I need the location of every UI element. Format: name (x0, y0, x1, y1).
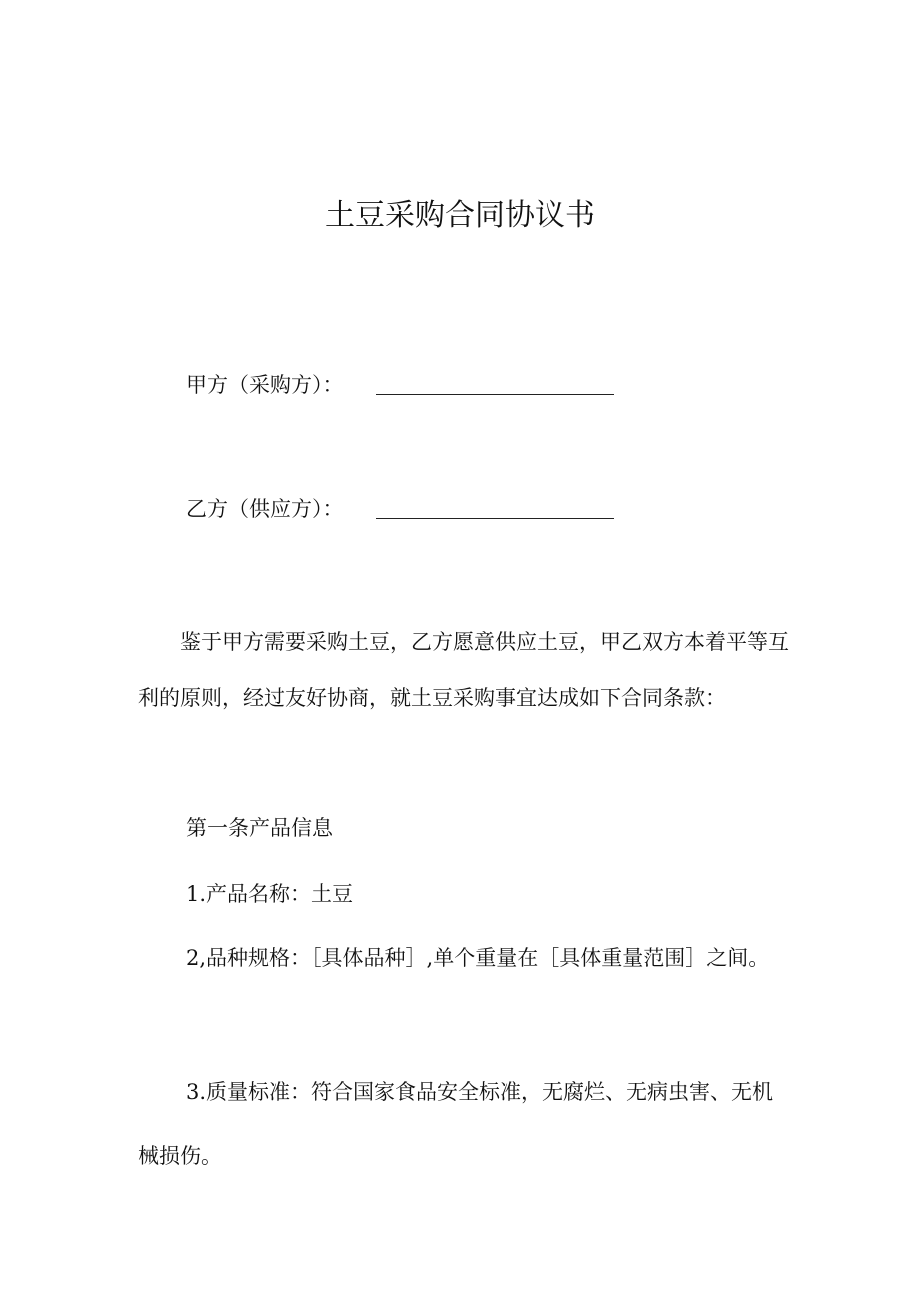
clause-variety-spec: 2,品种规格：［具体品种］,单个重量在［具体重量范围］之间。 (186, 946, 770, 970)
party-b-label: 乙方（供应方）： (186, 497, 344, 521)
party-a-blank-line (376, 374, 614, 395)
article-1-heading: 第一条产品信息 (186, 816, 333, 840)
intro-paragraph: 鉴于甲方需要采购土豆，乙方愿意供应土豆，甲乙双方本着平等互利的原则，经过友好协商，就土豆采购事宜达成如下合同条款： (138, 630, 789, 710)
party-a-label: 甲方（采购方）： (186, 373, 344, 397)
party-b-blank-line (376, 498, 614, 519)
clause-quality-standard: 3.质量标准：符合国家食品安全标准，无腐烂、无病虫害、无机械损伤。 (138, 1080, 774, 1168)
party-a-line (186, 370, 344, 400)
clause-product-name: 1.产品名称：土豆 (186, 882, 354, 906)
document-title: 土豆采购合同协议书 (325, 198, 595, 233)
party-b-line (186, 494, 344, 524)
